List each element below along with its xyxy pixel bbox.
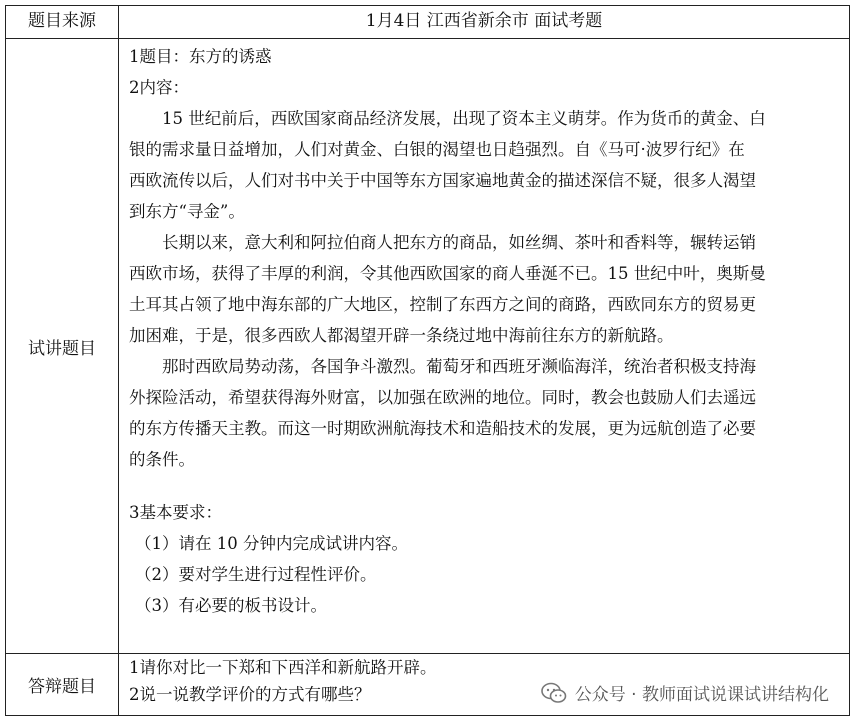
header-row xyxy=(6,6,850,39)
lecture-row xyxy=(6,39,850,654)
watermark-text: 公众号 · 教师面试说课试讲结构化 xyxy=(574,685,829,705)
header-source-value: 1月4日 江西省新余市 面试考题 xyxy=(119,6,850,39)
para3-line: 的条件。 xyxy=(129,450,195,469)
wechat-icon xyxy=(541,682,567,704)
defense-label: 答辩题目 xyxy=(6,654,119,716)
para2-line: 西欧市场，获得了丰厚的利润，令其他西欧国家的商人垂涎不已。15 世纪中叶，奥斯曼 xyxy=(129,264,766,283)
content-label: 2内容： xyxy=(129,78,189,97)
para1-line: 15 世纪前后，西欧国家商品经济发展，出现了资本主义萌芽。作为货币的黄金、白 xyxy=(162,109,766,128)
exam-table xyxy=(5,5,850,716)
lecture-title: 1题目：东方的诱惑 xyxy=(129,47,272,66)
para1-line: 到东方“寻金”。 xyxy=(129,202,245,221)
header-source-label: 题目来源 xyxy=(6,6,119,39)
para2-line: 长期以来，意大利和阿拉伯商人把东方的商品，如丝绸、茶叶和香料等，辗转运销 xyxy=(162,233,756,252)
requirements-title: 3基本要求： xyxy=(129,503,222,522)
watermark xyxy=(541,680,829,705)
para2-line: 加困难，于是，很多西欧人都渴望开辟一条绕过地中海前往东方的新航路。 xyxy=(129,326,674,345)
paragraph-3 xyxy=(129,351,841,475)
requirement-item: （3）有必要的板书设计。 xyxy=(135,596,327,615)
paragraph-1 xyxy=(129,103,841,227)
para3-line: 的东方传播天主教。而这一时期欧洲航海技术和造船技术的发展，更为远航创造了必要 xyxy=(129,419,756,438)
defense-question: 2说一说教学评价的方式有哪些？ xyxy=(129,685,371,704)
para1-line: 西欧流传以后，人们对书中关于中国等东方国家遍地黄金的描述深信不疑，很多人渴望 xyxy=(129,171,756,190)
para1-line: 银的需求量日益增加，人们对黄金、白银的渴望也日趋强烈。自《马可·波罗行纪》在 xyxy=(129,140,745,159)
defense-question: 1请你对比一下郑和下西洋和新航路开辟。 xyxy=(129,658,437,677)
paragraph-2 xyxy=(129,227,841,351)
requirement-item: （1）请在 10 分钟内完成试讲内容。 xyxy=(135,534,408,553)
lecture-content xyxy=(119,39,850,654)
para2-line: 土耳其占领了地中海东部的广大地区，控制了东西方之间的商路，西欧同东方的贸易更 xyxy=(129,295,756,314)
para3-line: 那时西欧局势动荡，各国争斗激烈。葡萄牙和西班牙濒临海洋，统治者积极支持海 xyxy=(162,357,756,376)
para3-line: 外探险活动，希望获得海外财富，以加强在欧洲的地位。同时，教会也鼓励人们去遥远 xyxy=(129,388,756,407)
requirement-item: （2）要对学生进行过程性评价。 xyxy=(135,565,377,584)
lecture-label: 试讲题目 xyxy=(6,39,119,654)
